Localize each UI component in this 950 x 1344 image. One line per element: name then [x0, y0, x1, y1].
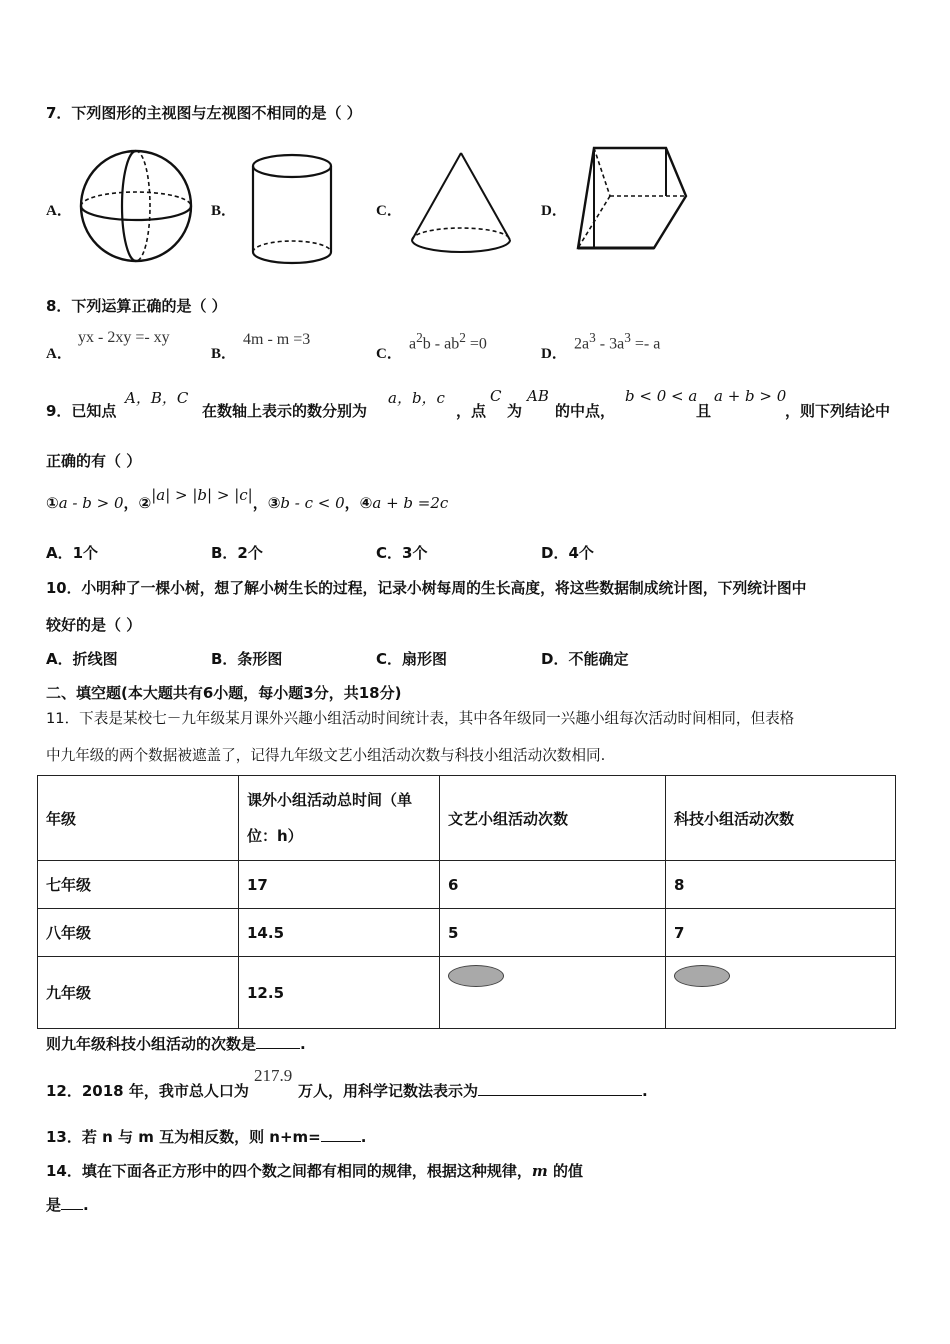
q9-text-6: 且: [696, 402, 712, 420]
cell-grade: 七年级: [38, 861, 239, 909]
q9-option-c: C．3个: [376, 544, 428, 562]
cell-tech: 8: [666, 861, 896, 909]
q8-option-b-expr: 4m - m =3: [243, 331, 311, 348]
q9-conclusions: [46, 486, 449, 513]
q9-conclusion-1: a - b > 0: [58, 494, 124, 512]
header-art-count: 文艺小组活动次数: [440, 776, 666, 861]
q9-math-values: a，b，c: [388, 389, 445, 407]
cell-time: 14.5: [239, 909, 440, 957]
q9-conclusion-2: |a| > |b| > |c|: [151, 486, 253, 504]
q14-text-a: 14．填在下面各正方形中的四个数之间都有相同的规律，根据这种规律，: [46, 1162, 532, 1180]
q12-text-2-label: 万人，用科学记数法表示为: [298, 1082, 479, 1100]
cell-art-covered: [440, 957, 666, 1029]
q10-option-b: B．条形图: [211, 650, 283, 668]
q14-line-2-text: 是: [46, 1196, 62, 1214]
q14-line-1: [46, 1160, 583, 1181]
cell-grade: 九年级: [38, 957, 239, 1029]
q10-line-1: 10．小明种了一棵小树，想了解小树生长的过程，记录小树每周的生长高度，将这些数据制成统计图，下列统计图中: [46, 580, 807, 597]
q7-stem: 7．下列图形的主视图与左视图不相同的是（ ）: [46, 104, 362, 122]
q9-mark-1: ①: [46, 494, 59, 512]
cell-time: 17: [239, 861, 440, 909]
answer-blank: [256, 1048, 300, 1049]
table-row: [38, 957, 896, 1029]
q8-option-a-expr: yx - 2xy =- xy: [78, 329, 170, 346]
q9-math-ineq1: b < 0 < a: [625, 387, 698, 405]
q14-line-2: 是 .: [46, 1196, 89, 1214]
q9-text-5: 的中点，: [555, 402, 616, 420]
q9-sep-2: ，③: [252, 494, 281, 512]
table-header-row: [38, 776, 896, 861]
q8-option-d-label: D．: [541, 346, 567, 362]
prism-figure: [574, 144, 690, 252]
answer-blank: [61, 1209, 83, 1210]
q8-stem: 8．下列运算正确的是（ ）: [46, 297, 227, 315]
q12-text-2: 万人，用科学记数法表示为 .: [298, 1082, 648, 1100]
q9-conclusion-3: b - c < 0: [280, 494, 345, 512]
q10-option-c: C．扇形图: [376, 650, 448, 668]
cell-art: 6: [440, 861, 666, 909]
q7-option-d-label: D．: [541, 203, 567, 219]
section-2-heading: 二、填空题(本大题共有6小题，每小题3分，共18分): [46, 684, 402, 702]
q8-option-b-label: B．: [211, 346, 237, 362]
q12-text-1: 12．2018 年，我市总人口为: [46, 1082, 249, 1100]
header-grade: 年级: [38, 776, 239, 861]
q10-line-2: 较好的是（ ）: [46, 616, 142, 634]
header-total-time-line1: 课外小组活动总时间（单: [247, 791, 413, 809]
q12-number: 217.9: [254, 1066, 293, 1085]
cover-blob: [448, 965, 504, 987]
q9-option-a: A．1个: [46, 544, 99, 562]
q9-text-2: 在数轴上表示的数分别为: [202, 402, 368, 420]
cylinder-figure: [250, 152, 334, 268]
q13-text: 13．若 n 与 m 互为相反数，则 n+m=: [46, 1128, 321, 1146]
cell-tech-covered: [666, 957, 896, 1029]
answer-blank: [321, 1141, 361, 1142]
q8-option-a-label: A．: [46, 346, 72, 362]
header-total-time-line2: 位：h）: [247, 827, 303, 845]
q7-option-b-label: B．: [211, 203, 237, 219]
table-row: [38, 909, 896, 957]
q13-line: 13．若 n 与 m 互为相反数，则 n+m= .: [46, 1128, 367, 1146]
activity-table: [37, 775, 896, 1029]
cell-time: 12.5: [239, 957, 440, 1029]
q14-text-b: 的值: [547, 1162, 583, 1180]
q11-line-2: 中九年级的两个数据被遮盖了，记得九年级文艺小组活动次数与科技小组活动次数相同.: [46, 747, 606, 764]
cone-figure: [408, 150, 514, 256]
answer-blank: [478, 1095, 642, 1096]
cell-grade: 八年级: [38, 909, 239, 957]
q10-option-a: A．折线图: [46, 650, 118, 668]
cover-blob: [674, 965, 730, 987]
q9-math-c: C: [490, 387, 502, 405]
header-tech-count: 科技小组活动次数: [666, 776, 896, 861]
q9-text-7: ，则下列结论中: [785, 402, 891, 420]
sphere-figure: [78, 148, 194, 264]
q9-math-ineq2: a + b > 0: [714, 387, 787, 405]
q9-text-3: ，点: [456, 402, 487, 420]
q9-text-4: 为: [507, 402, 523, 420]
q8-option-c-label: C．: [376, 346, 402, 362]
q9-conclusion-4: a + b =2c: [372, 494, 449, 512]
cell-art: 5: [440, 909, 666, 957]
q8-option-d-expr: $2a^3 - 3a^3 =- a$: [574, 330, 661, 353]
q7-option-c-label: C．: [376, 203, 402, 219]
q9-option-b: B．2个: [211, 544, 263, 562]
q9-text-1: 9．已知点: [46, 402, 117, 420]
q11-question: 则九年级科技小组活动的次数是 .: [46, 1035, 306, 1053]
q9-sep-1: ，②: [123, 494, 152, 512]
q10-option-d: D．不能确定: [541, 650, 629, 668]
q9-sep-3: ，④: [344, 494, 373, 512]
q9-math-points: A，B，C: [125, 389, 189, 407]
q14-var-m: m: [531, 1162, 548, 1180]
q8-option-c-expr: $a^2b - ab^2 =0$: [409, 330, 487, 353]
q9-option-d: D．4个: [541, 544, 594, 562]
q7-option-a-label: A．: [46, 203, 72, 219]
q11-question-text: 则九年级科技小组活动的次数是: [46, 1035, 257, 1053]
q9-math-ab: AB: [527, 387, 549, 405]
q9-line-2: 正确的有（ ）: [46, 452, 142, 470]
header-total-time: [239, 776, 440, 861]
table-row: [38, 861, 896, 909]
cell-tech: 7: [666, 909, 896, 957]
q11-line-1: 11．下表是某校七－九年级某月课外兴趣小组活动时间统计表，其中各年级同一兴趣小组每次活动时间相同，但表格: [46, 710, 795, 727]
